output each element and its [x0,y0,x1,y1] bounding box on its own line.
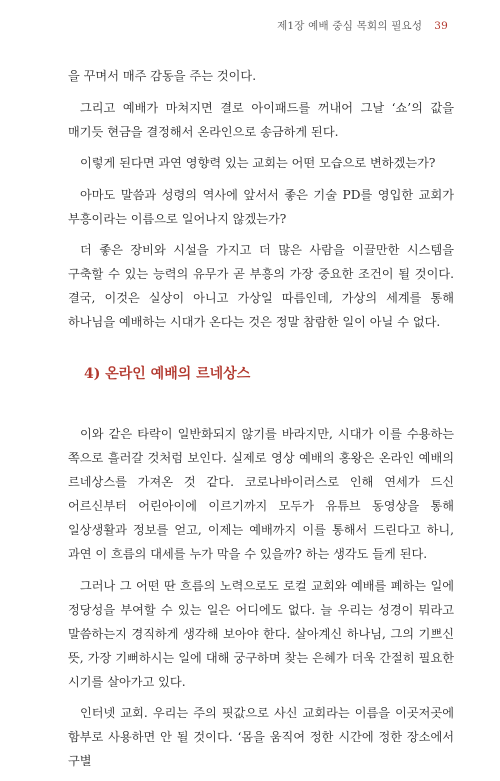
paragraph: 더 좋은 장비와 시설을 가지고 더 많은 사람을 이끌만한 시스템을 구축할 수 있는 능력의 유무가 곧 부흥의 가장 중요한 조건이 될 것이다. 결국, 이것은 실상이 아니고 가상일 따름인데, 가상의 세계를 통해 하나님을 예배하는 시대가 온다는 것은 정말 참람한 일이 아닐 수 없다. [68,243,454,329]
paragraph: 을 꾸며서 매주 감동을 주는 것이다. [68,69,257,83]
paragraph: 인터넷 교회. 우리는 주의 핏값으로 사신 교회라는 이름을 이곳저곳에 함부로 사용하면 안 될 것이다. ‘몸을 움직여 정한 시간에 정한 장소에서 구별 [68,706,454,768]
page-number: 39 [434,20,448,32]
paragraph: 그리고 예배가 마쳐지면 결로 아이패드를 꺼내어 그날 ‘쇼’의 값을 매기듯 현금을 결정해서 온라인으로 송금하게 된다. [68,100,454,139]
paragraph: 이렇게 된다면 과연 영향력 있는 교회는 어떤 모습으로 변하겠는가? [80,156,436,170]
page-body [68,64,454,781]
section-heading: 4) 온라인 예배의 르네상스 [84,366,251,382]
chapter-title: 제1장 예배 중심 목회의 필요성 [277,20,423,32]
paragraph: 아마도 말씀과 성령의 역사에 앞서서 좋은 기술 PD를 영입한 교회가 부흥이라는 이름으로 일어나지 않겠는가? [68,187,454,226]
paragraph: 이와 같은 타락이 일반화되지 않기를 바라지만, 시대가 이를 수용하는 쪽으로 흘러갈 것처럼 보인다. 실제로 영상 예배의 홍왕은 온라인 예배의 르네상스를 가져온 것 같다. 코로나바이러스로 인해 연세가 드신 어르신부터 어린아이에 이르기까지 모두가 유튜브 동영상을 통해 일상생활과 정보를 얻고, 이제는 예배까지 이를 통해서 드린다고 하니, 과연 이 흐름의 대세를 누가 막을 수 있을까? 하는 생각도 들게 된다. [68,427,454,561]
paragraph: 그러나 그 어떤 딴 흐름의 노력으로도 로컬 교회와 예배를 폐하는 일에 정당성을 부여할 수 있는 일은 어디에도 없다. 늘 우리는 성경이 뭐라고 말씀하는지 경직하게 생각해 보아야 한다. 살아계신 하나님, 그의 기쁘신 뜻, 가장 기뻐하시는 일에 대해 궁구하며 찾는 은혜가 더욱 간절히 필요한 시기를 살아가고 있다. [68,578,454,689]
running-header [277,18,448,33]
